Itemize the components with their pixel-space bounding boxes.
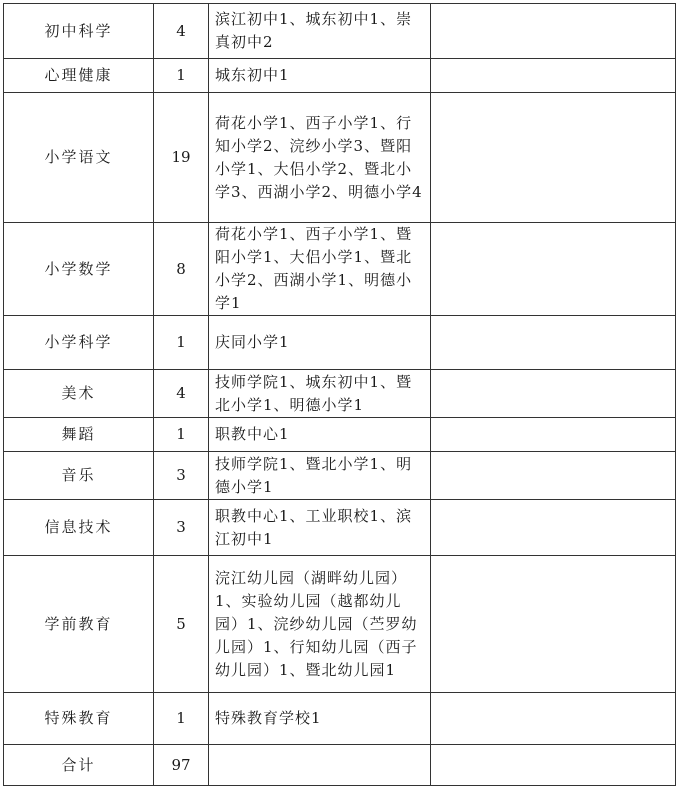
schools-cell: 城东初中1 — [209, 59, 431, 93]
count-cell: 4 — [154, 4, 209, 59]
note-cell — [431, 500, 676, 556]
subject-cell: 初中科学 — [4, 4, 154, 59]
table-row — [4, 500, 676, 556]
subject-cell: 小学语文 — [4, 93, 154, 223]
note-cell — [431, 418, 676, 452]
note-cell — [431, 4, 676, 59]
total-count: 97 — [154, 745, 209, 786]
subject-cell: 舞蹈 — [4, 418, 154, 452]
schools-cell: 荷花小学1、西子小学1、暨阳小学1、大侣小学1、暨北小学2、西湖小学1、明德小学1 — [209, 223, 431, 316]
note-cell — [431, 745, 676, 786]
subject-cell: 小学数学 — [4, 223, 154, 316]
table-row — [4, 693, 676, 745]
schools-cell: 浣江幼儿园（湖畔幼儿园）1、实验幼儿园（越都幼儿园）1、浣纱幼儿园（苎罗幼儿园）1、行知幼儿园（西子幼儿园）1、暨北幼儿园1 — [209, 556, 431, 693]
note-cell — [431, 556, 676, 693]
schools-cell: 技师学院1、暨北小学1、明德小学1 — [209, 452, 431, 500]
count-cell: 5 — [154, 556, 209, 693]
schools-cell: 职教中心1 — [209, 418, 431, 452]
table-row — [4, 370, 676, 418]
count-cell: 1 — [154, 693, 209, 745]
count-cell: 1 — [154, 316, 209, 370]
count-cell: 3 — [154, 452, 209, 500]
table-row — [4, 418, 676, 452]
count-cell: 19 — [154, 93, 209, 223]
table-row — [4, 556, 676, 693]
note-cell — [431, 693, 676, 745]
count-cell: 1 — [154, 59, 209, 93]
note-cell — [431, 93, 676, 223]
table-row — [4, 316, 676, 370]
count-cell: 3 — [154, 500, 209, 556]
subject-cell: 小学科学 — [4, 316, 154, 370]
count-cell: 1 — [154, 418, 209, 452]
note-cell — [431, 223, 676, 316]
count-cell: 4 — [154, 370, 209, 418]
table-row — [4, 59, 676, 93]
total-label: 合计 — [4, 745, 154, 786]
note-cell — [431, 59, 676, 93]
subject-cell: 特殊教育 — [4, 693, 154, 745]
note-cell — [431, 452, 676, 500]
subject-cell: 美术 — [4, 370, 154, 418]
table-row — [4, 93, 676, 223]
note-cell — [431, 370, 676, 418]
subject-cell: 信息技术 — [4, 500, 154, 556]
schools-cell: 职教中心1、工业职校1、滨江初中1 — [209, 500, 431, 556]
note-cell — [431, 316, 676, 370]
schools-cell: 技师学院1、城东初中1、暨北小学1、明德小学1 — [209, 370, 431, 418]
schools-cell: 荷花小学1、西子小学1、行知小学2、浣纱小学3、暨阳小学1、大侣小学2、暨北小学3、西湖小学2、明德小学4 — [209, 93, 431, 223]
schools-cell: 滨江初中1、城东初中1、崇真初中2 — [209, 4, 431, 59]
subject-cell: 学前教育 — [4, 556, 154, 693]
subject-cell: 心理健康 — [4, 59, 154, 93]
subject-cell: 音乐 — [4, 452, 154, 500]
schools-cell: 庆同小学1 — [209, 316, 431, 370]
total-schools-cell — [209, 745, 431, 786]
table-row — [4, 452, 676, 500]
quota-table — [3, 3, 676, 786]
table-row — [4, 4, 676, 59]
count-cell: 8 — [154, 223, 209, 316]
table-row — [4, 223, 676, 316]
total-row — [4, 745, 676, 786]
schools-cell: 特殊教育学校1 — [209, 693, 431, 745]
